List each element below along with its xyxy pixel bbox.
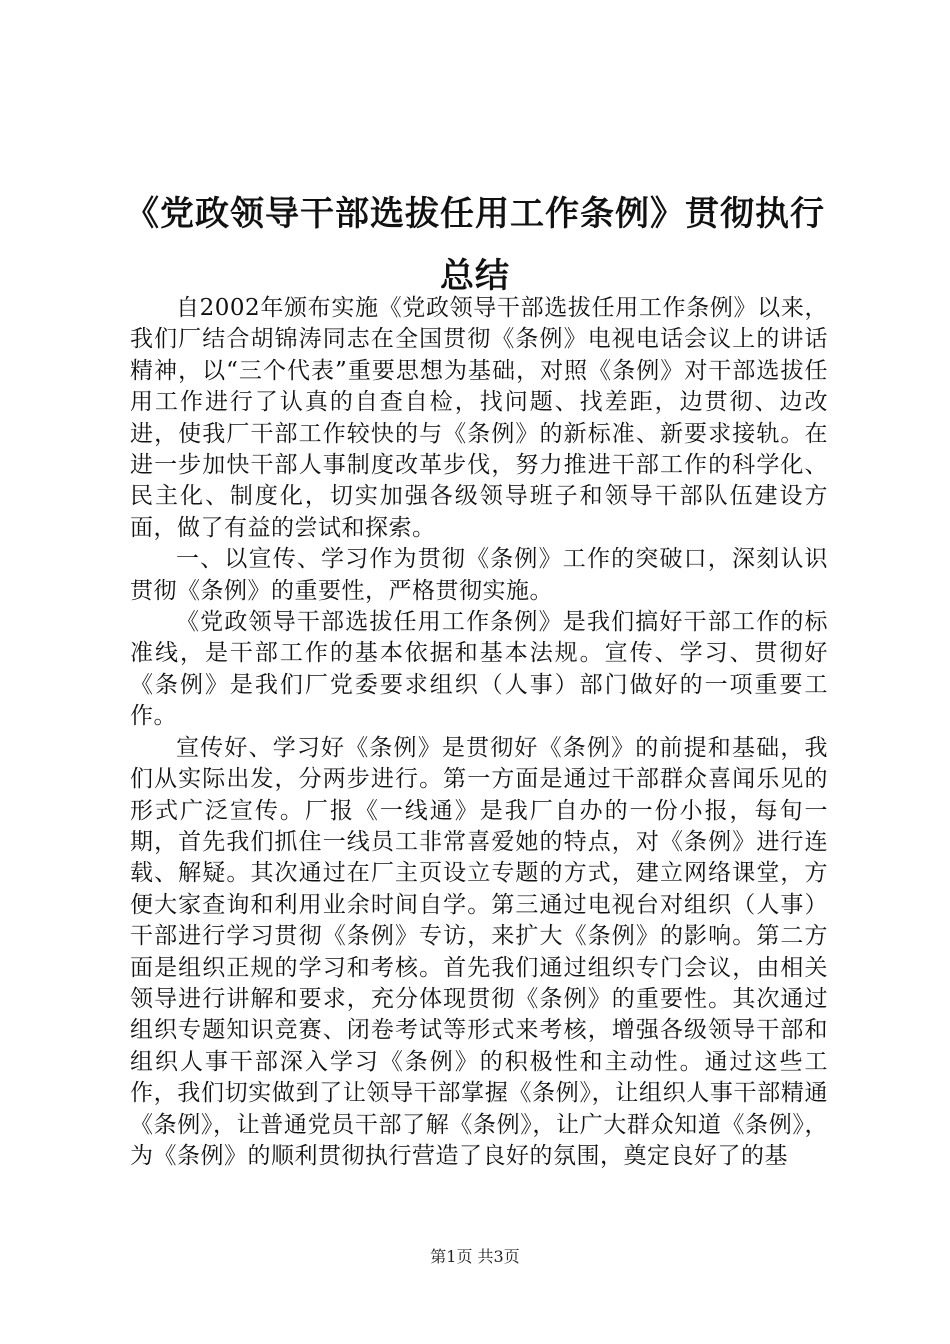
paragraph-intro: 自2002年颁布实施《党政领导干部选拔任用工作条例》以来，我们厂结合胡锦涛同志在全国贯彻《条例》电视电话会议上的讲话精神，以“三个代表”重要思想为基础，对照《条例》对干部选拔任用工作进行了认真的自查自检，找问题、找差距，边贯彻、边改进，使我厂干部工作较快的与《条例》的新标准、新要求接轨。在进一步加快干部人事制度改革步伐，努力推进干部工作的科学化、民主化、制度化，切实加强各级领导班子和领导干部队伍建设方面，做了有益的尝试和探索。 — [130, 295, 828, 541]
paragraph-promotion-study: 宣传好、学习好《条例》是贯彻好《条例》的前提和基础，我们从实际出发，分两步进行。第一方面是通过干部群众喜闻乐见的形式广泛宣传。厂报《一线通》是我厂自办的一份小报，每旬一期，首先我们抓住一线员工非常喜爱她的特点，对《条例》进行连载、解疑。其次通过在厂主页设立专题的方式，建立网络课堂，方便大家查询和利用业余时间自学。第三通过电视台对组织（人事）干部进行学习贯彻《条例》专访，来扩大《条例》的影响。第二方面是组织正规的学习和考核。首先我们通过组织专门会议，由相关领导进行讲解和要求，充分体现贯彻《条例》的重要性。其次通过组织专题知识竞赛、闭卷考试等形式来考核，增强各级领导干部和组织人事干部深入学习《条例》的积极性和主动性。通过这些工作，我们切实做到了让领导干部掌握《条例》，让组织人事干部精通《条例》，让普通党员干部了解《条例》，让广大群众知道《条例》，为《条例》的顺利贯彻执行营造了良好的氛围，奠定良好了的基 — [130, 734, 828, 1169]
paragraph-section-one-heading: 一、以宣传、学习作为贯彻《条例》工作的突破口，深刻认识贯彻《条例》的重要性，严格贯彻实施。 — [130, 546, 828, 604]
document-body — [130, 293, 828, 1172]
document-title: 《党政领导干部选拔任用工作条例》贯彻执行总结 — [125, 193, 825, 296]
page-footer: 第1页 共3页 — [430, 1247, 520, 1266]
paragraph-regulation-standard: 《党政领导干部选拔任用工作条例》是我们搞好干部工作的标准线，是干部工作的基本依据和基本法规。宣传、学习、贯彻好《条例》是我们厂党委要求组织（人事）部门做好的一项重要工作。 — [130, 609, 828, 730]
